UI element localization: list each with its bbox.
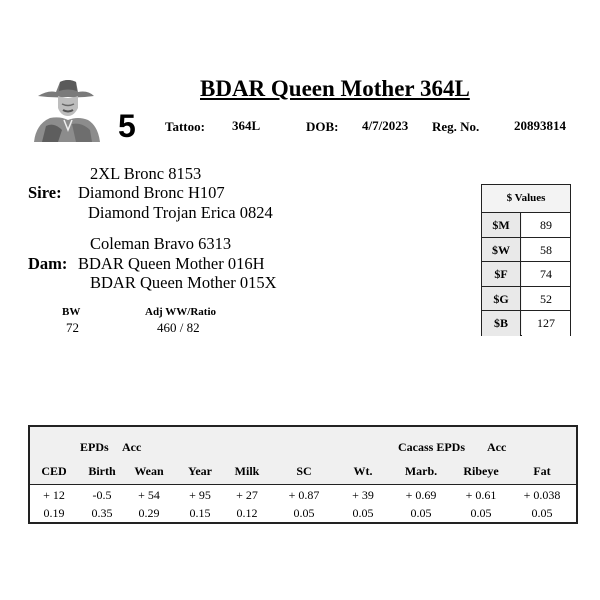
- lot-number: 5: [118, 108, 136, 144]
- epd-value: + 0.69: [405, 488, 437, 502]
- cowboy-logo-image: [28, 74, 100, 142]
- sire-sire: 2XL Bronc 8153: [90, 164, 202, 183]
- epd-accuracy: 0.05: [352, 506, 374, 520]
- epd-accuracy: 0.05: [531, 506, 553, 520]
- dollar-value-row: [482, 287, 570, 312]
- dam-dam: BDAR Queen Mother 015X: [90, 273, 277, 292]
- dollar-values-header: $ Values: [482, 185, 570, 213]
- epd-accuracy: 0.05: [470, 506, 492, 520]
- epd-value: + 0.61: [465, 488, 497, 502]
- epd-column-header: Fat: [533, 464, 551, 478]
- dollar-value-key: $F: [482, 262, 521, 286]
- epd-column-header: SC: [296, 464, 312, 478]
- dam-name: BDAR Queen Mother 016H: [78, 254, 265, 273]
- sire-label: Sire:: [28, 183, 62, 202]
- bw-value: 72: [66, 320, 79, 335]
- dollar-value-number: 74: [522, 262, 570, 286]
- dam-sire: Coleman Bravo 6313: [90, 234, 232, 253]
- epd-column-header: Wt.: [353, 464, 373, 478]
- dollar-value-key: $B: [482, 311, 521, 336]
- epd-accuracy: 0.19: [43, 506, 65, 520]
- epd-accuracy: 0.05: [410, 506, 432, 520]
- epd-column-header: Year: [188, 464, 212, 478]
- dollar-value-row: [482, 311, 570, 336]
- epd-column-header: Ribeye: [463, 464, 499, 478]
- carcass-epds-label: Cacass EPDs: [398, 440, 466, 454]
- epd-accuracy: 0.35: [91, 506, 113, 520]
- epd-column-header: Milk: [234, 464, 260, 478]
- epds-label: EPDs: [80, 440, 109, 454]
- dollar-value-number: 58: [522, 238, 570, 262]
- epd-table: [28, 425, 578, 524]
- epd-value: + 95: [189, 488, 211, 502]
- epd-column-header: Wean: [134, 464, 164, 478]
- dollar-value-row: [482, 238, 570, 263]
- epd-column-header: Birth: [88, 464, 116, 478]
- carcass-acc-label: Acc: [487, 440, 507, 454]
- sire-name: Diamond Bronc H107: [78, 183, 225, 202]
- sire-dam: Diamond Trojan Erica 0824: [88, 203, 273, 222]
- dollar-value-row: [482, 213, 570, 238]
- epd-value: + 39: [352, 488, 374, 502]
- epd-column-header: CED: [41, 464, 67, 478]
- dollar-value-number: 127: [522, 311, 570, 336]
- adj-ww-value: 460 / 82: [157, 320, 200, 335]
- epd-value: + 0.87: [288, 488, 320, 502]
- dollar-value-number: 89: [522, 213, 570, 237]
- dollar-value-key: $G: [482, 287, 521, 311]
- dollar-value-key: $W: [482, 238, 521, 262]
- tattoo-value: 364L: [232, 118, 261, 133]
- reg-no-value: 20893814: [514, 118, 566, 133]
- animal-name: BDAR Queen Mother 364L: [200, 76, 470, 101]
- reg-no-label: Reg. No.: [432, 119, 480, 134]
- adj-ww-label: Adj WW/Ratio: [145, 306, 216, 318]
- dollar-value-key: $M: [482, 213, 521, 237]
- dollar-value-number: 52: [522, 287, 570, 311]
- epd-value: + 27: [236, 488, 258, 502]
- epd-column-header: Marb.: [404, 464, 438, 478]
- dob-value: 4/7/2023: [362, 118, 409, 133]
- dob-label: DOB:: [306, 119, 339, 134]
- epd-value: -0.5: [92, 488, 112, 502]
- epd-accuracy: 0.15: [189, 506, 211, 520]
- epd-accuracy: 0.05: [293, 506, 315, 520]
- epd-accuracy: 0.29: [138, 506, 160, 520]
- epds-acc-label: Acc: [122, 440, 142, 454]
- epd-value: + 12: [43, 488, 65, 502]
- dollar-value-row: [482, 262, 570, 287]
- tattoo-label: Tattoo:: [165, 119, 205, 134]
- dollar-values-table: [481, 184, 571, 336]
- bw-label: BW: [62, 306, 81, 318]
- epd-value: + 0.038: [523, 488, 561, 502]
- epd-accuracy: 0.12: [236, 506, 258, 520]
- epd-value: + 54: [138, 488, 160, 502]
- dam-label: Dam:: [28, 254, 68, 273]
